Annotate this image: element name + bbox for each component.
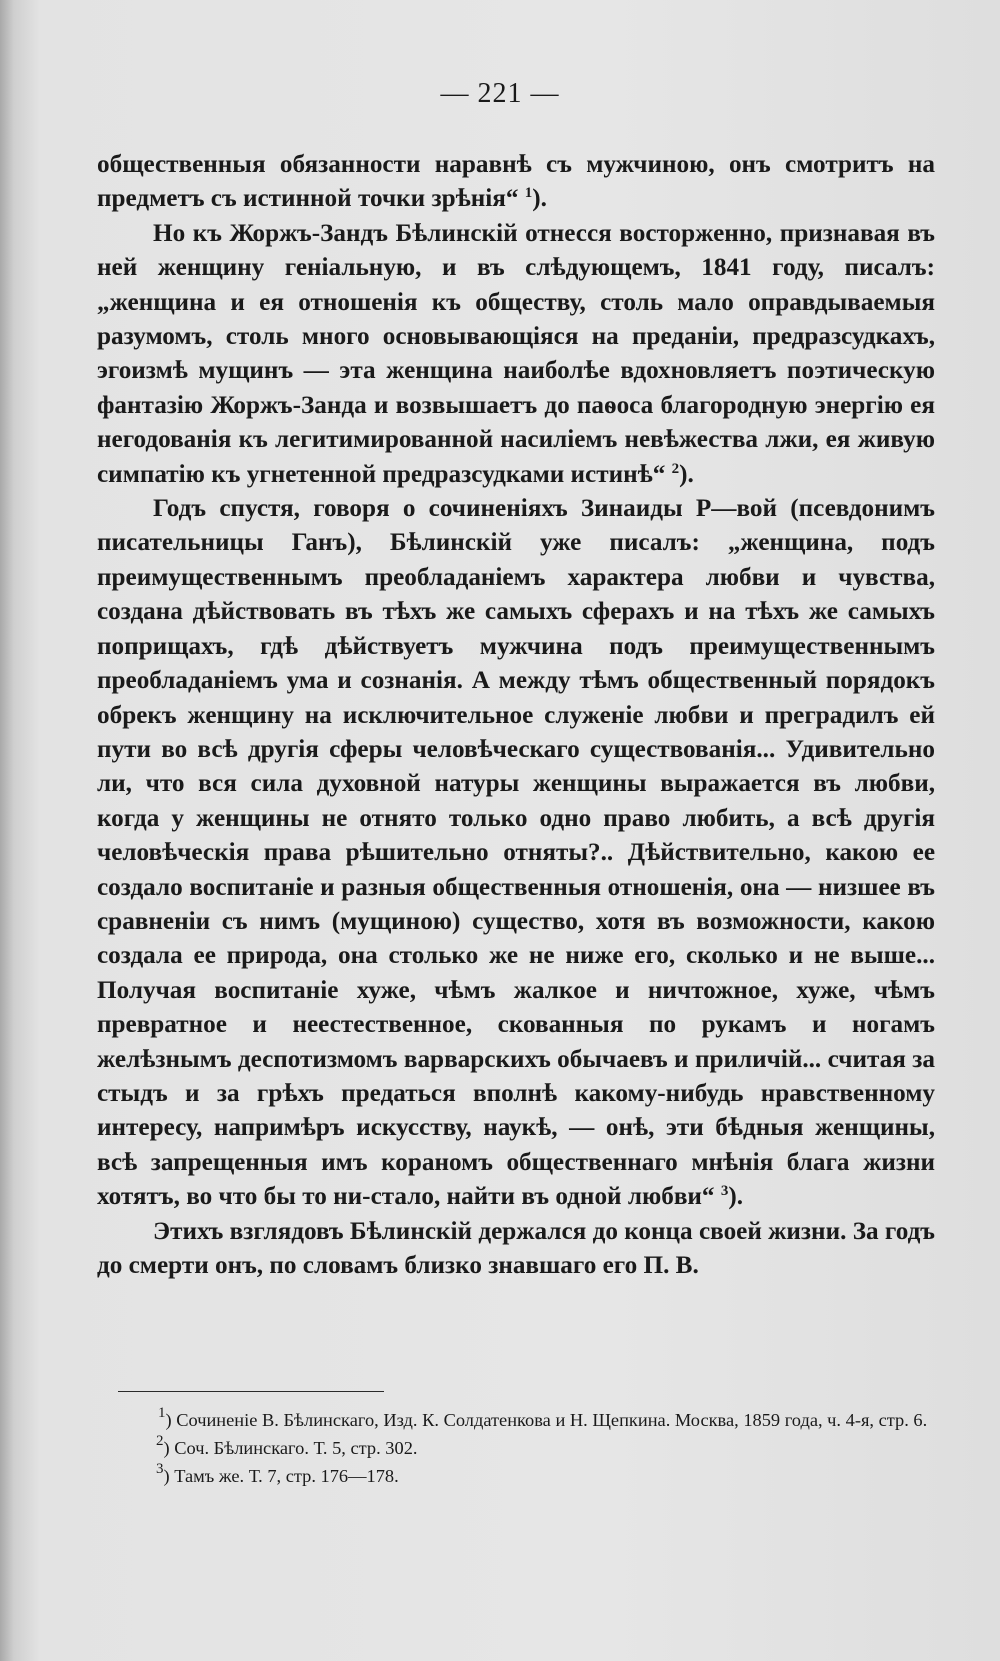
footnote-item — [118, 1434, 948, 1462]
footnote-text: ) Сочиненіе В. Бѣлинскаго, Изд. К. Солдатенкова и Н. Щепкина. Москва, 1859 года, ч. 4-я, стр. 6. — [165, 1410, 928, 1430]
footnote-mark: 1 — [158, 1405, 166, 1421]
paragraph-tail: ). — [532, 185, 547, 213]
footnote-ref: 2 — [671, 460, 680, 477]
paragraph-text: Но къ Жоржъ-Зандъ Бѣлинскій отнесся восторженно, признавая въ ней женщину геніальную, и въ слѣдующемъ, 1841 году, писалъ: „женщина и ея отношенія къ обществу, столь мало оправдываемыя разумомъ, столь много основывающіяся на преданіи, предразсудкахъ, эгоизмѣ мущинъ — эта женщина наиболѣе вдохновляетъ поэтическую фантазію Жоржъ-Занда и возвышаетъ до паѳоса благородную энергію ея негодованія къ легитимированной насиліемъ невѣжества лжи, ея живую симпатію къ угнетенной предразсудками истинѣ“ — [97, 219, 935, 488]
paragraph-tail: ). — [728, 1183, 744, 1211]
paragraph-zinaida — [97, 492, 935, 1215]
paragraph-george-sand — [97, 217, 935, 492]
footnote-ref: 1 — [524, 185, 533, 202]
paragraph-text: общественныя обязанности наравнѣ съ мужчиною, онъ смотритъ на предметъ съ истинной точки зрѣнія“ — [97, 151, 935, 213]
footnotes — [118, 1406, 948, 1490]
paragraph-views — [97, 1215, 935, 1284]
footnote-divider — [118, 1391, 384, 1392]
paragraph-tail: ). — [679, 460, 694, 488]
footnote-item — [118, 1462, 948, 1490]
footnote-item — [118, 1406, 948, 1434]
page-number: — 221 — — [440, 78, 560, 109]
footnote-mark: 3 — [156, 1461, 164, 1477]
footnote-text: ) Соч. Бѣлинскаго. Т. 5, стр. 302. — [163, 1438, 418, 1458]
main-text — [97, 148, 935, 1283]
paragraph-text: Этихъ взглядовъ Бѣлинскій держался до конца своей жизни. За годъ до смерти онъ, по словамъ близко знавшаго его П. В. — [97, 1217, 935, 1279]
paragraph-text: Годъ спустя, говоря о сочиненіяхъ Зинаиды Р—вой (псевдонимъ писательницы Ганъ), Бѣлинскій уже писалъ: „женщина, подъ преимущественнымъ преобладаніемъ характера любви и чувства, создана дѣйствовать въ тѣхъ же самыхъ сферахъ и на тѣхъ же самыхъ поприщахъ, гдѣ дѣйствуетъ мужчина подъ преимущественнымъ преобладаніемъ ума и сознанія. А между тѣмъ общественный порядокъ обрекъ женщину на исключительное служеніе любви и преградилъ ей пути во всѣ другія сферы человѣческаго существованія... Удивительно ли, что вся сила духовной натуры женщины выражается въ любви, когда у женщины не отнято только одно право любить, а всѣ другія человѣческія права рѣшительно отняты?.. Дѣйствительно, какою ее создало воспитаніе и разныя общественныя отношенія, она — низшее въ сравненіи съ нимъ (мущиною) существо, хотя въ возможности, какою создала ее природа, она столько же не ниже его, сколько и не выше... Получая воспитаніе хуже, чѣмъ жалкое и ничтожное, хуже, чѣмъ превратное и неестественное, скованныя по рукамъ и ногамъ желѣзнымъ деспотизмомъ варварскихъ обычаевъ и приличій... считая за стыдъ и за грѣхъ предаться вполнѣ какому-нибудь нравственному интересу, напримѣръ искусству, наукѣ, — онѣ, эти бѣдныя женщины, всѣ запрещенныя имъ кораномъ общественнаго мнѣнія блага жизни хотятъ, во что бы то ни-стало, найти въ одной любви“ — [97, 495, 935, 1211]
footnote-mark: 2 — [156, 1433, 164, 1449]
footnote-ref: 3 — [720, 1183, 729, 1200]
paragraph-continuation — [97, 148, 935, 217]
footnote-text: ) Тамъ же. Т. 7, стр. 176—178. — [163, 1466, 399, 1486]
